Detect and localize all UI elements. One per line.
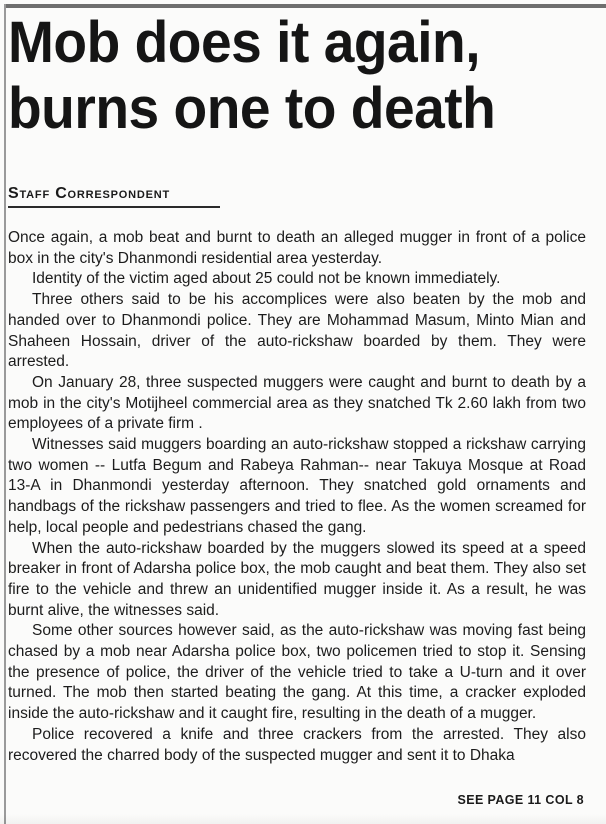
- paragraph: Police recovered a knife and three crackers from the arrested. They also recovered the charred body of the suspected mugger and sent it to Dhaka: [8, 725, 586, 764]
- paragraph: Once again, a mob beat and burnt to death an alleged mugger in front of a police box in the city's Dhanmondi residential area yesterday.: [8, 229, 586, 267]
- article-body: [8, 228, 586, 766]
- bottom-shade: [0, 814, 606, 824]
- paragraph: Witnesses said muggers boarding an auto-rickshaw stopped a rickshaw carrying two women -- Lutfa Begum and Rabeya Rahman-- near Takuya Mosque at Road 13-A in Dhanmondi yesterday afternoon. They snatched gold ornaments and handbags of the rickshaw passengers and tried to flee. As the women screamed for help, local people and pedestrians chased the gang.: [8, 436, 586, 536]
- headline: Mob does it again, burns one to death: [8, 10, 496, 141]
- paragraph: Identity of the victim aged about 25 could not be known immediately.: [32, 270, 501, 288]
- paragraph: Three others said to be his accomplices were also beaten by the mob and handed over to Dhanmondi police. They are Mohammad Masum, Minto Mian and Shaheen Hossain, driver of the auto-rickshaw boarded by them. They were arrested.: [8, 291, 586, 371]
- paragraph: Some other sources however said, as the auto-rickshaw was moving fast being chased by a mob near Adarsha police box, two policemen tried to stop it. Sensing the presence of police, the driver of the vehicle tried to take a U-turn and it over turned. The mob then started beating the gang. At this time, a cracker exploded inside the auto-rickshaw and it caught fire, resulting in the death of a mugger.: [8, 622, 586, 723]
- continued-on-label: SEE PAGE 11 COL 8: [457, 793, 584, 807]
- byline-underline: [8, 206, 220, 208]
- paragraph: On January 28, three suspected muggers were caught and burnt to death by a mob in the city's Motijheel commercial area as they snatched Tk 2.60 lakh from two employees of a private firm .: [8, 373, 586, 433]
- byline-block: [8, 184, 220, 208]
- left-border-rule: [4, 4, 6, 824]
- paragraph: When the auto-rickshaw boarded by the muggers slowed its speed at a speed breaker in front of Adarsha police box, the mob caught and beat them. They also set fire to the vehicle and threw an unidentified mugger inside it. As a result, he was burnt alive, the witnesses said.: [8, 539, 586, 619]
- byline: Staff Correspondent: [8, 185, 171, 202]
- top-border-rule: [4, 4, 606, 8]
